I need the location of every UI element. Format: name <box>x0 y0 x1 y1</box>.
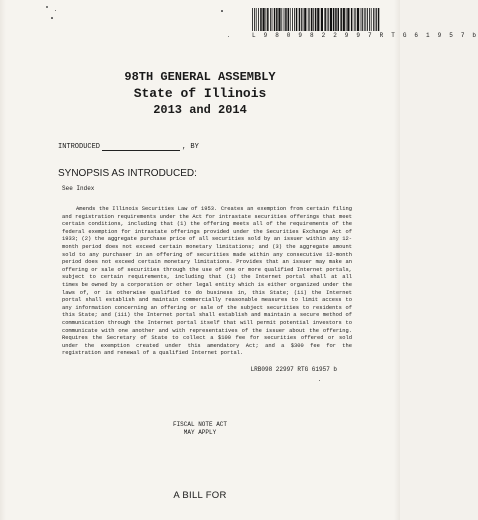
barcode-bar <box>296 8 298 31</box>
barcode-bar <box>290 8 291 31</box>
barcode-bar <box>354 8 355 31</box>
barcode-bar <box>278 8 280 31</box>
barcode-bar <box>303 8 304 31</box>
synopsis-title: SYNOPSIS AS INTRODUCED: <box>58 168 197 179</box>
barcode-bar <box>365 8 366 31</box>
barcode-bar <box>340 8 342 31</box>
barcode-bar <box>313 8 314 31</box>
barcode-bar <box>335 8 337 31</box>
barcode-bar <box>376 8 377 31</box>
introduced-line <box>58 143 199 151</box>
barcode-bar <box>258 8 259 31</box>
barcode-bar <box>347 8 349 31</box>
barcode-bar <box>330 8 332 31</box>
barcode-bar <box>369 8 370 31</box>
barcode-bar <box>301 8 302 31</box>
barcode-bar <box>346 8 347 31</box>
barcode-bar <box>299 8 301 31</box>
barcode-bar <box>371 8 372 31</box>
barcode-bar <box>285 8 287 31</box>
state-heading: State of Illinois <box>133 86 267 101</box>
barcode-bar <box>304 8 306 31</box>
barcode-bar <box>276 8 278 31</box>
barcode-bar <box>327 8 328 31</box>
barcode-bar <box>292 8 293 31</box>
barcode-bar <box>288 8 290 31</box>
barcode-bar <box>308 8 309 31</box>
barcode-bar <box>343 8 345 31</box>
barcode-bar <box>263 8 265 31</box>
lrb-code: LRB098 22997 RTG 61957 b <box>250 366 337 373</box>
barcode-bar <box>351 8 353 31</box>
barcode-bar <box>357 8 359 31</box>
synopsis-text: Amends the Illinois Securities Law of 1953. Creates an exemption from certain filing and registration requirements under the Act for intrastate securities offerings that meet certain conditions, including that (1) the offering meets all of the requirements of the federal exemption for intrastate offerings provided under the Securities Exchange Act of 1933; (2) the aggregate purchase price of all securities sold by an issuer within any 12-month period does not exceed certain monetary limitations; and (3) the aggregate amount sold to any purchaser in an offering of securities made within any consecutive 12-month period does not exceed certain monetary limitations. Provides that an issuer may make an offering or sale of securities through the use of one or more qualified Internet portals, subject to certain requirements, including that (i) the Internet portal shall at all times be owned by a corporation or other legal entity which is either organized under the laws of, or is otherwise qualified to do business in, this State; (ii) the Internet portal shall establish and maintain commercially reasonable measures to limit access to any information concerning an offering or sale of the subject securities to residents of this State; and (iii) the Internet portal shall establish and maintain a secure method of communication through the Internet portal itself that will permit potential investors to communicate with one another and with representatives of the issuer about the offering. Requires the Secretary of State to collect a $100 fee for securities offered or sold under the exemption created under this amendatory Act; and a $300 fee for the registration and renewal of a qualified Internet portal. <box>62 206 352 357</box>
fiscal-note-line-1: FISCAL NOTE ACT <box>172 421 227 428</box>
barcode-bar <box>274 8 276 31</box>
barcode-bar <box>309 8 310 31</box>
barcode <box>252 8 380 31</box>
assembly-heading: 98TH GENERAL ASSEMBLY <box>124 70 276 84</box>
barcode-bar <box>284 8 285 31</box>
barcode-bar <box>375 8 376 31</box>
barcode-bar <box>364 8 365 31</box>
barcode-bar <box>311 8 313 31</box>
barcode-bar <box>315 8 317 31</box>
barcode-bar <box>373 8 374 31</box>
barcode-bar <box>254 8 255 31</box>
bill-for-title: A BILL FOR <box>173 490 227 501</box>
barcode-bar <box>294 8 295 31</box>
barcode-number: L 9 8 0 9 8 2 2 9 9 7 R T G 6 1 9 5 7 b <box>252 32 478 39</box>
barcode-bar <box>270 8 271 31</box>
barcode-bar <box>321 8 323 31</box>
barcode-bar <box>338 8 340 31</box>
fiscal-note <box>0 421 400 437</box>
see-index: See Index <box>62 185 95 192</box>
barcode-bar <box>256 8 257 31</box>
fiscal-note-line-2: MAY APPLY <box>183 429 217 436</box>
barcode-bar <box>272 8 273 31</box>
barcode-bar <box>266 8 267 31</box>
barcode-bar <box>260 8 262 31</box>
barcode-bar <box>281 8 282 31</box>
barcode-bar <box>362 8 363 31</box>
barcode-bar <box>317 8 319 31</box>
barcode-bar <box>361 8 362 31</box>
years-heading: 2013 and 2014 <box>153 103 247 117</box>
barcode-bar <box>333 8 335 31</box>
introduced-blank <box>102 150 180 151</box>
barcode-bar <box>328 8 329 31</box>
barcode-bar <box>355 8 356 31</box>
introduced-label: INTRODUCED <box>58 143 101 151</box>
barcode-bar <box>324 8 326 31</box>
barcode-bar <box>252 8 253 31</box>
by-label: , BY <box>182 143 199 151</box>
barcode-bar <box>267 8 269 31</box>
barcode-bar <box>378 8 380 31</box>
barcode-bar <box>367 8 368 31</box>
